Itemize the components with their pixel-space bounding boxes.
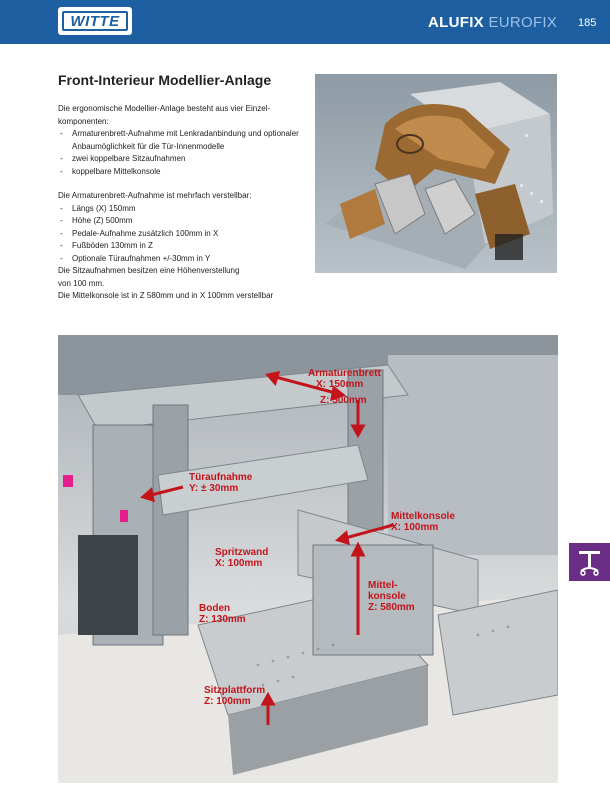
clamp-icon: [569, 543, 610, 581]
body-text: [58, 103, 308, 303]
label-sitzplattform-z: Z: 100mm: [204, 696, 251, 707]
label-mittelkonsole-z: [368, 580, 415, 613]
rig-illustration: [58, 335, 558, 783]
label-tueraufnahme-title: Türaufnahme: [189, 472, 253, 483]
list-item: - Längs (X) 150mm: [58, 203, 308, 216]
console-line: Die Mittelkonsole ist in Z 580mm und in X 100mm verstellbar: [58, 291, 274, 300]
list-item: - koppelbare Mittelkonsole: [58, 166, 308, 179]
label-tueraufnahme: [189, 472, 252, 494]
label-boden-title: Boden: [199, 603, 231, 614]
label-mittelkonsole-x: [391, 511, 455, 533]
label-sitzplattform-title: Sitzplattform: [204, 685, 266, 696]
page-title: Front-Interieur Modellier-Anlage: [58, 72, 272, 88]
list-item: - Fußböden 130mm in Z: [58, 240, 308, 253]
label-tueraufnahme-y: Y: ± 30mm: [189, 483, 239, 494]
label-mittelkonsole-z-title1: Mittel-: [368, 580, 398, 591]
label-spritzwand-title: Spritzwand: [215, 547, 269, 558]
witte-logo: [58, 7, 132, 35]
seat-line-1: Die Sitzaufnahmen besitzen eine Höhenverstellung: [58, 266, 240, 275]
label-boden-z: Z: 130mm: [199, 614, 246, 625]
label-mittelkonsole-x-value: X: 100mm: [391, 522, 439, 533]
list-item: - zwei koppelbare Sitzaufnahmen: [58, 153, 308, 166]
intro-line-2: komponenten:: [58, 116, 109, 126]
page-number: 185: [578, 17, 597, 29]
header-bar: [0, 0, 610, 44]
section-tab[interactable]: [569, 543, 610, 581]
list-item: - Optionale Türaufnahmen +/-30mm in Y: [58, 253, 308, 266]
list-item: - Pedale-Aufnahme zusätzlich 100mm in X: [58, 228, 308, 241]
label-mittelkonsole-z-title2: konsole: [368, 591, 406, 602]
seat-line-2: von 100 mm.: [58, 278, 105, 288]
brand-sub: EUROFIX: [488, 14, 558, 31]
list-item: - Armaturenbrett-Aufnahme mit Lenkradanbindung und optionaler Anbaumöglichkeit für die Tür-Innenmodelle: [58, 128, 308, 153]
label-mittelkonsole-x-title: Mittelkonsole: [391, 511, 455, 522]
brand-main: ALUFIX: [428, 14, 484, 31]
modelling-rig-photo: [58, 335, 558, 783]
adjust-intro: Die Armaturenbrett-Aufnahme ist mehrfach verstellbar:: [58, 191, 252, 200]
label-mittelkonsole-z-value: Z: 580mm: [368, 602, 415, 613]
intro-line-1: Die ergonomische Modellier-Anlage besteht aus vier Einzel-: [58, 104, 271, 113]
list-item: - Höhe (Z) 500mm: [58, 215, 308, 228]
label-armaturenbrett-title: Armaturenbrett: [308, 368, 381, 379]
render-illustration: [315, 74, 557, 273]
interior-model-render: [315, 74, 557, 273]
logo-text: WITTE: [62, 11, 128, 31]
component-list: [58, 128, 308, 178]
label-spritzwand-x: X: 100mm: [215, 558, 263, 569]
label-armaturenbrett-z: Z: 500mm: [320, 395, 367, 406]
label-spritzwand: [215, 547, 268, 569]
label-boden: [199, 603, 246, 625]
label-sitzplattform: [204, 685, 265, 707]
label-armaturenbrett-x: X: 150mm: [316, 379, 364, 390]
brand-title: [428, 14, 557, 31]
label-armaturenbrett: [308, 368, 381, 390]
adjustment-list: [58, 203, 308, 266]
